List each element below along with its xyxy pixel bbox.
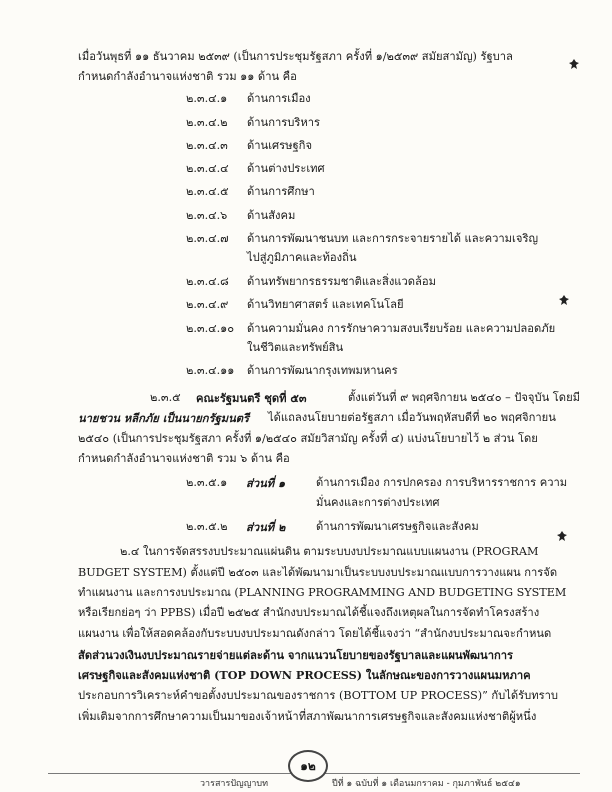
section-2-4-line-3: ทำแผนงาน และการงบประมาณ (PLANNING PROGRAMMING AND BUDGETING SYSTEM bbox=[78, 586, 567, 599]
issue-info: ปีที่ ๑ ฉบับที่ ๑ เดือนมกราคม - กุมภาพันธ์ ๒๕๔๑ bbox=[332, 779, 521, 789]
list-item-num: ๒.๓.๔.๘ bbox=[186, 275, 229, 288]
list-item-label: ด้านต่างประเทศ bbox=[247, 162, 325, 175]
list-item-continuation: ในชีวิตและทรัพย์สิน bbox=[247, 341, 344, 354]
list-item-continuation: ไปสู่ภูมิภาคและท้องถิ่น bbox=[247, 251, 357, 264]
list-item-label: ด้านความมั่นคง การรักษาความสงบเรียบร้อย และความปลอดภัย bbox=[247, 322, 556, 335]
punch-hole-mark bbox=[556, 530, 568, 542]
list-item-label: ด้านสังคม bbox=[247, 209, 296, 222]
section-2-4-line-1: ๒.๔ ในการจัดสรรงบประมาณแผ่นดิน ตามระบบงบประมาณแบบแผนงาน (PROGRAM bbox=[120, 545, 539, 558]
list-item-num: ๒.๓.๔.๕ bbox=[186, 185, 229, 198]
punch-hole-mark bbox=[558, 294, 570, 306]
section-2-4-line-5: แผนงาน เพื่อให้สอดคล้องกับระบบงบประมาณดังกล่าว โดยได้ชี้แจงว่า “สำนักงบประมาณจะกำหนด bbox=[78, 627, 552, 640]
list-item-num: ๒.๓.๔.๒ bbox=[186, 116, 228, 129]
page-number: ๑๒ bbox=[288, 750, 328, 782]
list-item-num: ๒.๓.๔.๑๐ bbox=[186, 322, 235, 335]
journal-name: วารสารปัญญาบท bbox=[200, 779, 269, 789]
list-item-num: ๒.๓.๔.๙ bbox=[186, 298, 229, 311]
list-item-continuation: มั่นคงและการต่างประเทศ bbox=[316, 496, 440, 509]
list-item-num: ๒.๓.๔.๑๑ bbox=[186, 364, 235, 377]
section-2-4-line-8: ประกอบการวิเคราะห์คำขอตั้งงบประมาณของราชการ (BOTTOM UP PROCESS)” กับได้รับทราบ bbox=[78, 689, 559, 702]
section-2-4-line-6: สัดส่วนวงเงินงบประมาณรายจ่ายแต่ละด้าน จากแนวนโยบายของรัฐบาลและแผนพัฒนาการ bbox=[78, 648, 514, 662]
section-2-3-5-line-3: ๒๕๔๐ (เป็นการประชุมรัฐสภา ครั้งที่ ๑/๒๕๔๐ สมัยวิสามัญ ครั้งที่ ๔) แบ่งนโยบายไว้ ๒ ส่วน โดย bbox=[78, 432, 538, 445]
punch-hole-mark bbox=[568, 58, 580, 70]
list-item-label: ด้านเศรษฐกิจ bbox=[247, 139, 313, 152]
list-item-label: ด้านการพัฒนาชนบท และการกระจายรายได้ และความเจริญ bbox=[247, 232, 538, 245]
section-2-4-line-9: เพิ่มเติมจากการศึกษาความเป็นมาของเจ้าหน้าที่สภาพัฒนาการเศรษฐกิจและสังคมแห่งชาติผู้หนึ่ง bbox=[78, 710, 537, 723]
list-item-label: ด้านการเมือง bbox=[247, 92, 311, 105]
intro-line-1: เมื่อวันพุธที่ ๑๑ ธันวาคม ๒๕๓๙ (เป็นการประชุมรัฐสภา ครั้งที่ ๑/๒๕๓๙ สมัยสามัญ) รัฐบาล bbox=[78, 50, 513, 63]
prime-minister-name: นายชวน หลีกภัย เป็นนายกรัฐมนตรี bbox=[78, 411, 250, 425]
list-item-num: ๒.๓.๔.๖ bbox=[186, 209, 228, 222]
list-item-part: ส่วนที่ ๑ bbox=[246, 476, 286, 490]
list-item-label: ด้านการบริหาร bbox=[247, 116, 321, 129]
list-item-num: ๒.๓.๕.๒ bbox=[186, 520, 228, 533]
list-item-label: ด้านการเมือง การปกครอง การบริหารราชการ ความ bbox=[316, 476, 568, 489]
list-item-num: ๒.๓.๔.๔ bbox=[186, 162, 229, 175]
list-item-num: ๒.๓.๕.๑ bbox=[186, 476, 228, 489]
list-item-num: ๒.๓.๔.๗ bbox=[186, 232, 229, 245]
section-2-4-line-4: หรือเรียกย่อๆ ว่า PPBS) เมื่อปี ๒๕๒๕ สำนักงบประมาณได้ชี้แจงถึงเหตุผลในการจัดทำโครงสร้าง bbox=[78, 606, 540, 619]
section-2-3-5-line-4: กำหนดกำลังอำนาจแห่งชาติ รวม ๖ ด้าน คือ bbox=[78, 452, 290, 465]
section-2-3-5-heading: คณะรัฐมนตรี ชุดที่ ๕๓ bbox=[196, 391, 307, 405]
list-item-label: ด้านวิทยาศาสตร์ และเทคโนโลยี bbox=[247, 298, 404, 311]
list-item-label: ด้านการพัฒนากรุงเทพมหานคร bbox=[247, 364, 398, 377]
intro-line-2: กำหนดกำลังอำนาจแห่งชาติ รวม ๑๑ ด้าน คือ bbox=[78, 70, 297, 83]
section-2-3-5-line-1: ตั้งแต่วันที่ ๙ พฤศจิกายน ๒๕๔๐ – ปัจจุบัน โดยมี bbox=[348, 391, 580, 404]
section-2-4-line-2: BUDGET SYSTEM) ตั้งแต่ปี ๒๕๐๓ และได้พัฒนามาเป็นระบบงบประมาณแบบการวางแผน การจัด bbox=[78, 566, 558, 579]
list-item-part: ส่วนที่ ๒ bbox=[246, 520, 286, 534]
list-item-num: ๒.๓.๔.๓ bbox=[186, 139, 228, 152]
list-item-num: ๒.๓.๔.๑ bbox=[186, 92, 228, 105]
section-2-3-5-line-2: ได้แถลงนโยบายต่อรัฐสภา เมื่อวันพฤหัสบดีที่ ๒๐ พฤศจิกายน bbox=[268, 411, 556, 424]
list-item-label: ด้านการพัฒนาเศรษฐกิจและสังคม bbox=[316, 520, 479, 533]
section-2-3-5-number: ๒.๓.๕ bbox=[150, 391, 181, 404]
section-2-4-line-7: เศรษฐกิจและสังคมแห่งชาติ (TOP DOWN PROCESS) ในลักษณะของการวางแผนมหภาค bbox=[78, 668, 531, 682]
list-item-label: ด้านการศึกษา bbox=[247, 185, 315, 198]
list-item-label: ด้านทรัพยากรธรรมชาติและสิ่งแวดล้อม bbox=[247, 275, 437, 288]
